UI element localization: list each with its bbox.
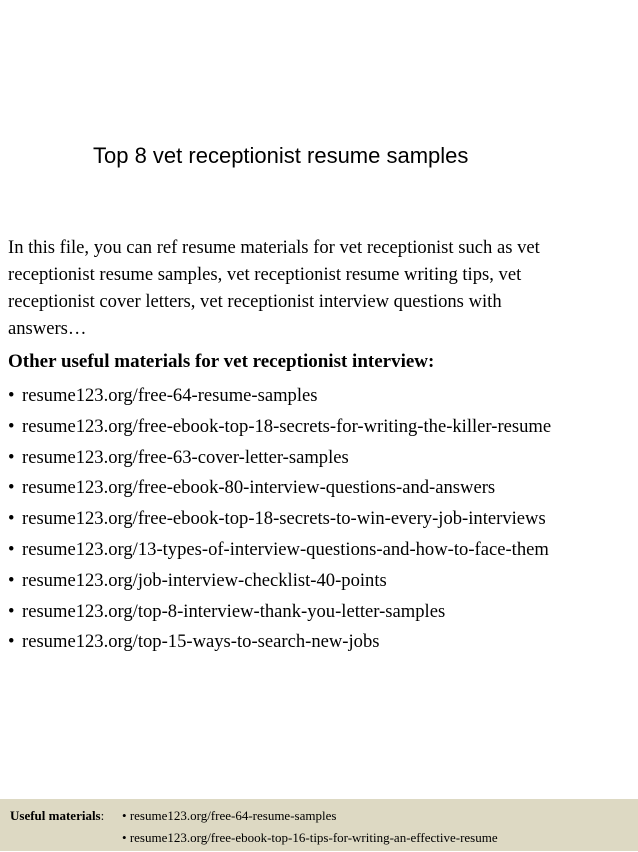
- materials-heading: Other useful materials for vet receptionist interview:: [8, 351, 435, 372]
- intro-line: receptionist cover letters, vet receptionist interview questions with: [8, 291, 502, 312]
- bullet-icon: •: [8, 446, 15, 468]
- material-link[interactable]: resume123.org/13-types-of-interview-questions-and-how-to-face-them: [22, 538, 549, 560]
- list-item: [8, 382, 551, 413]
- bullet-icon: •: [8, 538, 15, 560]
- intro-paragraph: [8, 234, 634, 342]
- material-link[interactable]: resume123.org/top-8-interview-thank-you-letter-samples: [22, 600, 446, 622]
- footer-link[interactable]: resume123.org/free-64-resume-samples: [129, 808, 337, 823]
- list-item: [8, 628, 551, 659]
- material-link[interactable]: resume123.org/free-ebook-top-18-secrets-for-writing-the-killer-resume: [22, 415, 552, 437]
- list-item: [122, 830, 498, 852]
- footer-label-colon: :: [100, 808, 105, 823]
- material-link[interactable]: resume123.org/free-63-cover-letter-samples: [22, 446, 349, 468]
- list-item: [8, 567, 551, 598]
- bullet-icon: •: [8, 415, 15, 437]
- footer-label: [10, 808, 104, 824]
- intro-line: receptionist resume samples, vet receptionist resume writing tips, vet: [8, 264, 522, 285]
- list-item: [8, 505, 551, 536]
- material-link[interactable]: resume123.org/free-ebook-80-interview-questions-and-answers: [22, 477, 496, 499]
- footer-bar: [0, 799, 638, 851]
- material-link[interactable]: resume123.org/free-64-resume-samples: [22, 385, 318, 406]
- footer-label-text: Useful materials: [10, 808, 101, 823]
- material-link[interactable]: resume123.org/free-ebook-top-18-secrets-to-win-every-job-interviews: [22, 508, 546, 530]
- intro-line: answers…: [8, 318, 87, 339]
- bullet-icon: •: [122, 830, 127, 845]
- materials-link-list: [8, 382, 551, 659]
- list-item: [8, 413, 551, 444]
- list-item: [8, 536, 551, 567]
- list-item: [8, 474, 551, 505]
- material-link[interactable]: resume123.org/job-interview-checklist-40-points: [22, 569, 387, 591]
- list-item: [8, 598, 551, 629]
- page-title: Top 8 vet receptionist resume samples: [93, 143, 469, 168]
- footer-link[interactable]: resume123.org/free-ebook-top-16-tips-for-writing-an-effective-resume: [129, 830, 498, 845]
- bullet-icon: •: [8, 631, 15, 653]
- bullet-icon: •: [8, 508, 15, 530]
- bullet-icon: •: [8, 600, 15, 622]
- footer-link-list: [122, 808, 498, 852]
- bullet-icon: •: [8, 569, 15, 591]
- bullet-icon: •: [8, 477, 15, 499]
- list-item: [122, 808, 498, 830]
- list-item: [8, 444, 551, 475]
- intro-line: In this file, you can ref resume materials for vet receptionist such as vet: [8, 237, 540, 258]
- bullet-icon: •: [8, 385, 15, 406]
- bullet-icon: •: [122, 808, 127, 823]
- material-link[interactable]: resume123.org/top-15-ways-to-search-new-jobs: [22, 631, 380, 653]
